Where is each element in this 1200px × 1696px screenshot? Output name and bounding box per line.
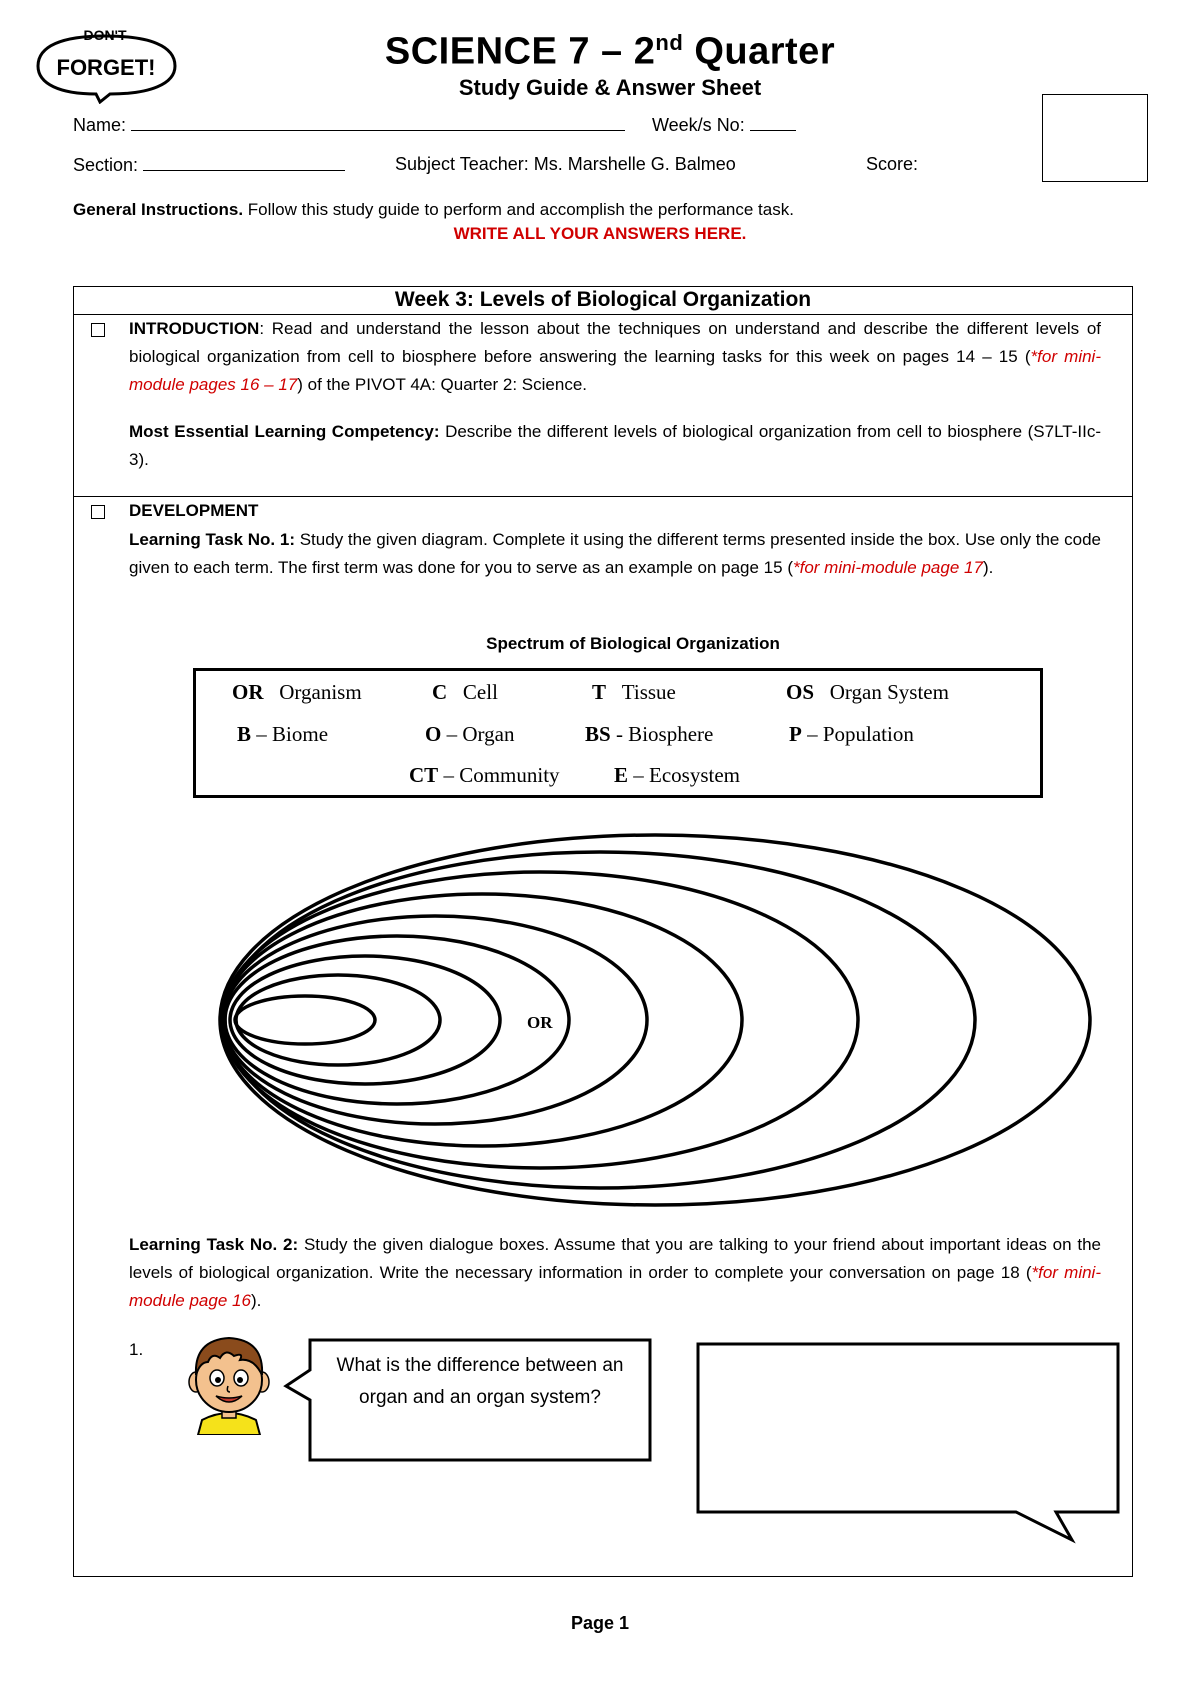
legend-item: CT – Community (409, 763, 560, 787)
page-number: Page 1 (570, 1613, 630, 1633)
name-input-line[interactable] (131, 114, 625, 131)
legend-item: OR Organism (232, 680, 362, 704)
score-label: Score: (866, 154, 919, 174)
score-box[interactable] (1042, 94, 1148, 182)
level-ring[interactable] (236, 975, 440, 1065)
week-title: Week 3: Levels of Biological Organization (394, 288, 812, 311)
section-input-line[interactable] (143, 154, 345, 171)
task2-paragraph: Learning Task No. 2: Study the given dialogue boxes. Assume that you are talking to your friend about important ideas on the levels of biological organization. Write the necessary information in order to complete your conversation on page 18 (*for mini-module page 16). (129, 1235, 1101, 1310)
badge-top-text: DON'T (83, 27, 127, 43)
introduction-paragraph: INTRODUCTION: Read and understand the lesson about the techniques on understand and describe the different levels of biological organization from cell to biosphere before answering the learning tasks for this week on pages 14 – 15 (*for mini-module pages 16 – 17) of the PIVOT 4A: Quarter 2: Science. (129, 319, 1101, 394)
level-ring[interactable] (222, 894, 742, 1146)
instructions-emphasis: WRITE ALL YOUR ANSWERS HERE. (453, 224, 747, 243)
legend-item: B – Biome (237, 722, 329, 746)
melc-paragraph: Most Essential Learning Competency: Describe the different levels of biological organization from cell to biosphere (S7LT-IIc-3). (129, 422, 1101, 469)
question-text: What is the difference between an organ and an organ system? (336, 1355, 624, 1408)
checkbox-icon (91, 505, 105, 519)
page-title: SCIENCE 7 – 2nd Quarter (384, 30, 836, 73)
legend-item: P – Population (789, 722, 914, 746)
section-field: Section: (73, 154, 345, 176)
answer-speech-bubble[interactable] (696, 1342, 1122, 1544)
level-ring[interactable] (225, 852, 975, 1188)
level-ring-outer[interactable] (220, 835, 1090, 1205)
legend-item: E – Ecosystem (614, 763, 740, 787)
legend-item: O – Organ (425, 722, 515, 746)
legend-item: C Cell (432, 680, 498, 704)
item-number: 1. (129, 1340, 144, 1359)
week-input-line[interactable] (750, 114, 796, 131)
page-subtitle: Study Guide & Answer Sheet (458, 75, 762, 100)
task1-paragraph: Learning Task No. 1: Study the given diagram. Complete it using the different terms presented inside the box. Use only the code given to each term. The first term was done for you to serve as an example on page 15 (*for mini-module page 17). (129, 530, 1101, 577)
biological-organization-diagram (110, 820, 1100, 1210)
week-field: Week/s No: (652, 114, 796, 136)
legend-item: T Tissue (592, 680, 676, 704)
level-ring[interactable] (223, 916, 647, 1124)
example-label-or: OR (527, 1013, 553, 1032)
boy-avatar-icon (184, 1330, 274, 1435)
development-heading: DEVELOPMENT (129, 501, 259, 520)
teacher-label: Subject Teacher: Ms. Marshelle G. Balmeo (395, 154, 736, 174)
legend-item: BS - Biosphere (585, 722, 714, 746)
badge-bottom-text: FORGET! (56, 55, 156, 80)
name-field: Name: (73, 114, 625, 136)
level-ring-inner[interactable] (235, 996, 375, 1044)
level-ring[interactable] (225, 936, 569, 1104)
legend-item: OS Organ System (786, 680, 949, 704)
diagram-title: Spectrum of Biological Organization (486, 634, 780, 653)
general-instructions: General Instructions. Follow this study guide to perform and accomplish the performance task. (73, 200, 794, 219)
checkbox-icon (91, 323, 105, 337)
